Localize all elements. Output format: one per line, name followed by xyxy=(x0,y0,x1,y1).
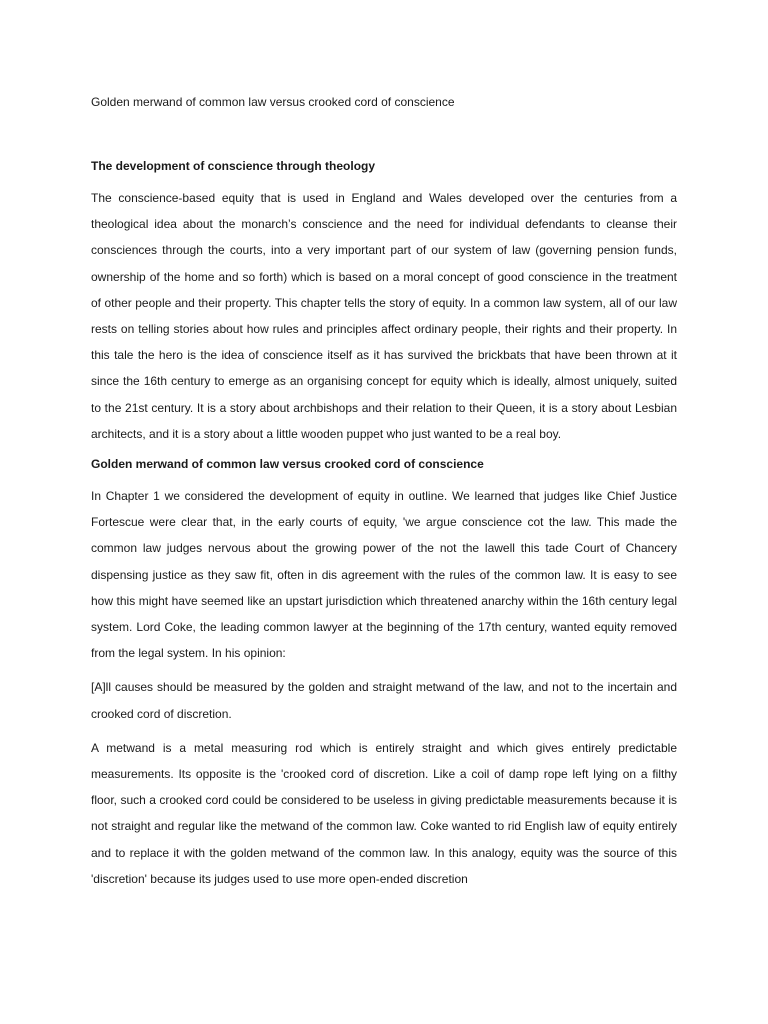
paragraph-chapter-1: In Chapter 1 we considered the development of equity in outline. We learned that judges like Chief Justice Fortescue were clear that, in the early courts of equity, 'we argue conscience cot the law. This made the common law judges nervous about the growing power of the not the lawell this tade Court of Chancery dispensing justice as they saw fit, often in dis agreement with the rules of the common law. It is easy to see how this might have seemed like an upstart jurisdiction which threatened anarchy within the 16th century legal system. Lord Coke, the leading common lawyer at the beginning of the 17th century, wanted equity removed from the legal system. In his opinion: xyxy=(91,489,677,661)
section-heading-golden-merwand: Golden merwand of common law versus crooked cord of conscience xyxy=(91,457,484,472)
quote-coke: [A]ll causes should be measured by the golden and straight metwand of the law, and not to the incertain and crooked cord of discretion. xyxy=(91,680,677,721)
section-heading-theology: The development of conscience through theology xyxy=(91,159,376,173)
paragraph-conscience-equity: The conscience-based equity that is used in England and Wales developed over the centuries from a theological idea about the monarch’s conscience and the need for individual defendants to cleanse their consciences through the courts, into a very important part of our system of law (governing pension funds, ownership of the home and so forth) which is based on a moral concept of good conscience in the treatment of other people and their property. This chapter tells the story of equity. In a common law system, all of our law rests on telling stories about how rules and principles affect ordinary people, their rights and their property. In this tale the hero is the idea of conscience itself as it has survived the brickbats that have been thrown at it since the 16th century to emerge as an organising concept for equity which is ideally, almost uniquely, suited to the 21st century. It is a story about archbishops and their relation to their Queen, it is a story about Lesbian architects, and it is a story about a little wooden puppet who just wanted to be a real boy. xyxy=(91,191,677,441)
document-page xyxy=(91,93,677,892)
paragraph-metwand: A metwand is a metal measuring rod which is entirely straight and which gives entirely predictable measurements. Its opposite is the 'crooked cord of discretion. Like a coil of damp rope left lying on a filthy floor, such a crooked cord could be considered to be useless in giving predictable measurements because it is not straight and regular like the metwand of the common law. Coke wanted to rid English law of equity entirely and to replace it with the golden metwand of the common law. In this analogy, equity was the source of this 'discretion' because its judges used to use more open-ended discretion xyxy=(91,740,677,886)
document-title: Golden merwand of common law versus crooked cord of conscience xyxy=(91,95,455,109)
